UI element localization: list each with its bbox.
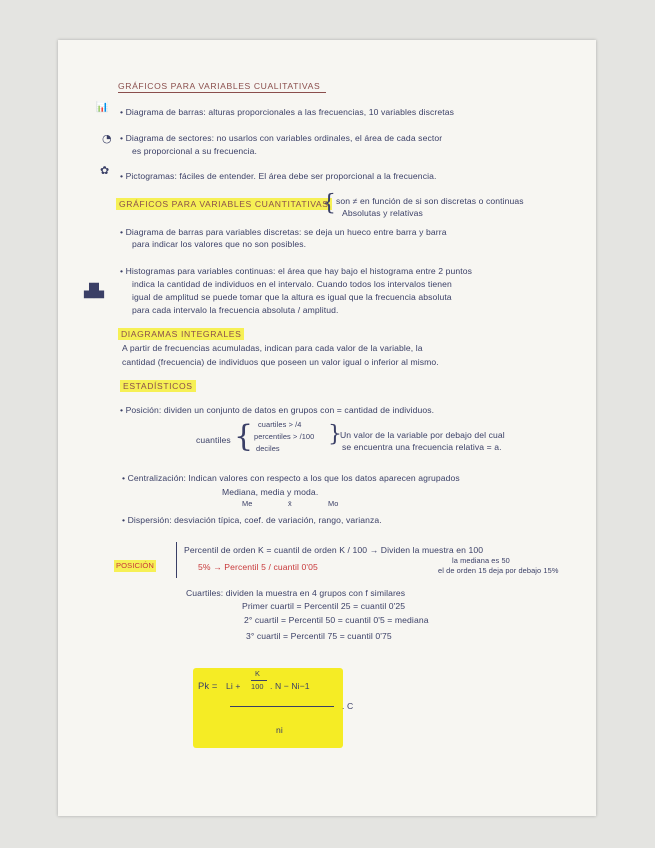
- formula-small-fraction-bar: [251, 680, 267, 681]
- posicion-line-1: Percentil de orden K = cuantil de orden K / 100 → Dividen la muestra en 100: [184, 545, 484, 555]
- cuant-item-2: para indicar los valores que no son posibles.: [132, 239, 307, 249]
- label-posicion: POSICIÓN: [116, 561, 154, 570]
- brace-cuantitativas: {: [322, 191, 336, 216]
- note-discretas-continuas: son ≠ en función de si son discretas o continuas: [336, 196, 524, 206]
- q3-line: 3° cuartil = Percentil 75 = cuantil 0'75: [246, 631, 392, 641]
- brace-cuantiles: {: [234, 419, 254, 454]
- estadisticos-centralizacion-2: Mediana, media y moda.: [222, 487, 319, 497]
- estadisticos-posicion: • Posición: dividen un conjunto de datos en grupos con = cantidad de individuos.: [120, 405, 435, 415]
- integrales-line-1: A partir de frecuencias acumuladas, indican para cada valor de la variable, la: [122, 343, 423, 353]
- item-diagrama-sectores-2: es proporcional a su frecuencia.: [132, 146, 258, 156]
- formula-li: Li +: [226, 681, 241, 691]
- cuant-item-4: indica la cantidad de individuos en el intervalo. Cuando todos los intervalos tienen: [132, 279, 452, 289]
- label-deciles: deciles: [256, 444, 280, 453]
- section-title-estadisticos: ESTADÍSTICOS: [120, 380, 196, 392]
- cuant-item-3: • Histogramas para variables continuas: el área que hay bajo el histograma entre 2 puntos: [120, 266, 473, 276]
- valor-line-1: Un valor de la variable por debajo del cual: [340, 430, 505, 440]
- formula-pk: Pk =: [198, 680, 218, 691]
- histogram-icon: ▟▙: [84, 284, 104, 299]
- formula-main-fraction-bar: [230, 706, 334, 707]
- estadisticos-dispersion: • Dispersión: desviación típica, coef. de variación, rango, varianza.: [122, 515, 382, 525]
- formula-k: K: [255, 669, 261, 678]
- formula-ni: ni: [276, 725, 283, 735]
- bar-chart-icon: 📊: [96, 102, 109, 113]
- posicion-bracket: [176, 542, 177, 578]
- posicion-line-3: la mediana es 50: [452, 556, 510, 565]
- pictogram-icon: ✿: [100, 164, 110, 177]
- formula-rest: . N − Ni−1: [270, 681, 310, 691]
- brace-valor: }: [328, 422, 342, 447]
- label-cuartiles: cuartiles > /4: [258, 420, 302, 429]
- formula-times-c: . C: [342, 701, 354, 711]
- formula-100: 100: [251, 682, 264, 691]
- section-title-cualitativas: GRÁFICOS PARA VARIABLES CUALITATIVAS: [118, 81, 321, 91]
- symbol-mo: Mo: [328, 499, 339, 508]
- cuartiles-line: Cuartiles: dividen la muestra en 4 grupos con f similares: [186, 588, 406, 598]
- posicion-line-2: 5% → Percentil 5 / cuantil 0'05: [198, 562, 318, 572]
- symbol-me: Me: [242, 499, 253, 508]
- item-diagrama-sectores-1: • Diagrama de sectores: no usarlos con variables ordinales, el área de cada sector: [120, 133, 443, 143]
- integrales-line-2: cantidad (frecuencia) de individuos que poseen un valor igual o inferior al mismo.: [122, 357, 439, 367]
- note-absolutas-relativas: Absolutas y relativas: [342, 208, 423, 218]
- label-percentiles: percentiles > /100: [254, 432, 315, 441]
- notebook-page: [58, 40, 596, 816]
- pie-chart-icon: ◔: [102, 132, 112, 145]
- cuant-item-5: igual de amplitud se puede tomar que la altura es igual que la frecuencia absoluta: [132, 292, 452, 302]
- cuant-item-6: para cada intervalo la frecuencia absoluta / amplitud.: [132, 305, 339, 315]
- posicion-line-4: el de orden 15 deja por debajo 15%: [438, 566, 559, 575]
- item-diagrama-barras: • Diagrama de barras: alturas proporcionales a las frecuencias, 10 variables discretas: [120, 107, 455, 117]
- estadisticos-centralizacion-1: • Centralización: Indican valores con respecto a los que los datos aparecen agrupados: [122, 473, 460, 483]
- section-title-cuantitativas: GRÁFICOS PARA VARIABLES CUANTITATIVAS: [116, 198, 332, 210]
- label-cuantiles: cuantiles: [196, 435, 231, 445]
- symbol-xbar: x̄: [288, 499, 292, 508]
- section-title-integrales: DIAGRAMAS INTEGRALES: [118, 328, 244, 340]
- cuant-item-1: • Diagrama de barras para variables discretas: se deja un hueco entre barra y barra: [120, 227, 447, 237]
- q2-line: 2° cuartil = Percentil 50 = cuantil 0'5 = mediana: [244, 615, 429, 625]
- item-pictogramas: • Pictogramas: fáciles de entender. El área debe ser proporcional a la frecuencia.: [120, 171, 437, 181]
- title-underline: [118, 92, 326, 93]
- q1-line: Primer cuartil = Percentil 25 = cuantil 0'25: [242, 601, 406, 611]
- valor-line-2: se encuentra una frecuencia relativa = a.: [342, 442, 502, 452]
